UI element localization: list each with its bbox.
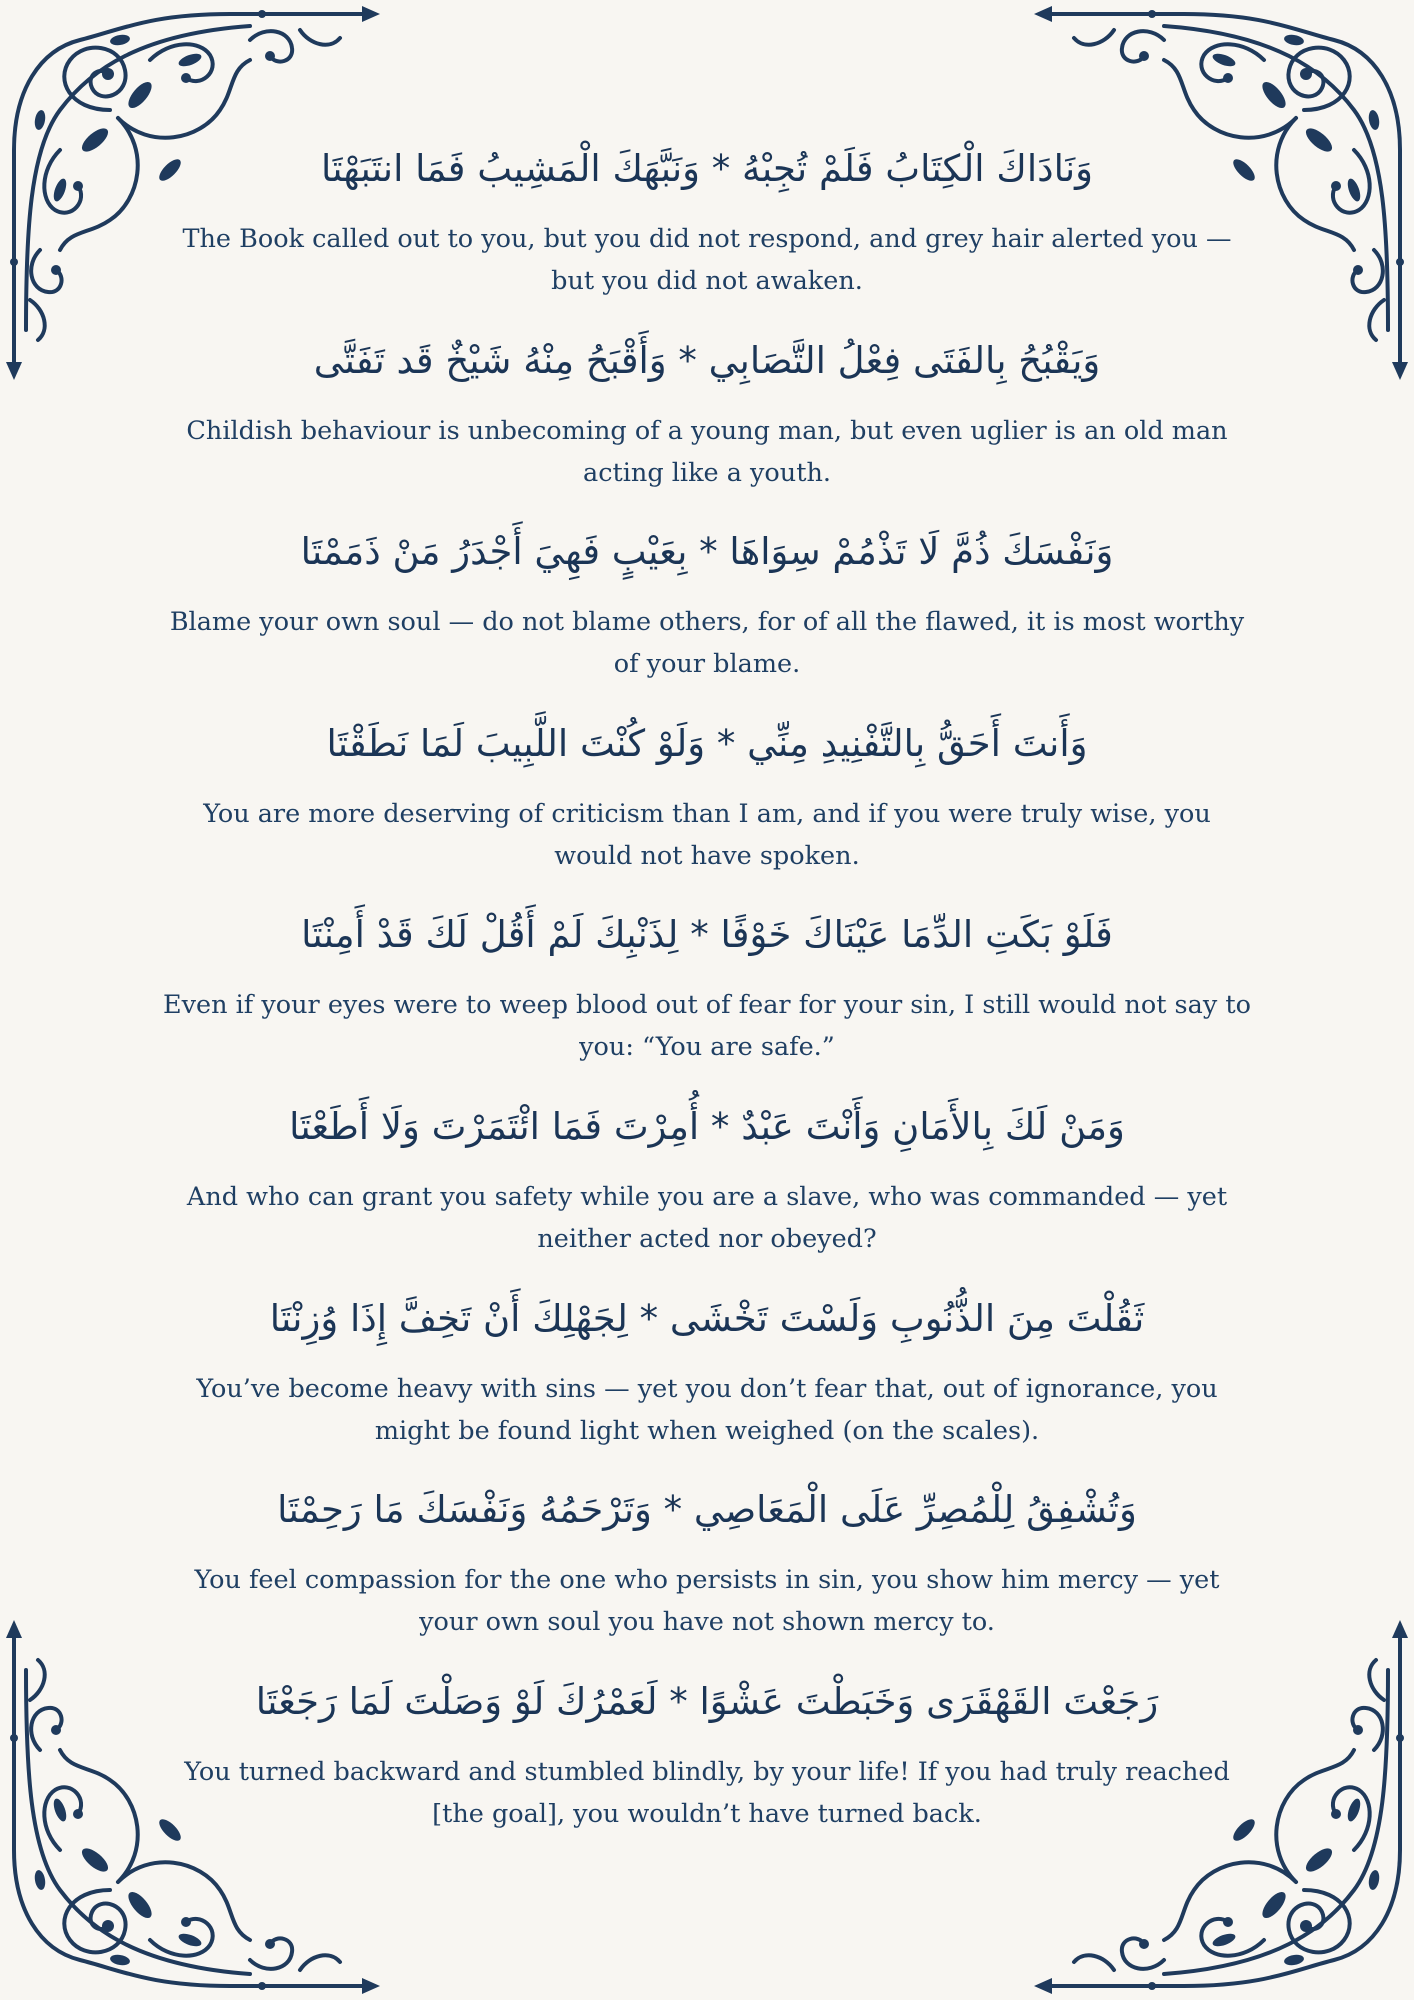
arabic-verse: وَنَفْسَكَ ذُمَّ لَا تَذْمُمْ سِوَاهَا * بِعَيْبٍ فَهِيَ أَجْدَرُ مَنْ ذَمَمْتَا bbox=[300, 530, 1114, 574]
english-translation: And who can grant you safety while you are a slave, who was commanded — yet neither acted nor obeyed? bbox=[186, 1181, 1228, 1254]
arabic-verse: وَيَقْبُحُ بِالفَتَى فِعْلُ التَّصَابِي * وَأَقْبَحُ مِنْهُ شَيْخٌ قَد تَفَتَّى bbox=[313, 338, 1101, 382]
poem-body bbox=[150, 138, 1264, 1862]
arabic-verse: وَمَنْ لَكَ بِالأَمَانِ وَأَنْتَ عَبْدٌ * أُمِرْتَ فَمَا ائْتَمَرْتَ وَلَا أَطَعْتَا bbox=[289, 1104, 1125, 1148]
english-translation: Childish behaviour is unbecoming of a young man, but even uglier is an old man acting like a youth. bbox=[186, 415, 1228, 488]
english-translation: Even if your eyes were to weep blood out of fear for your sin, I still would not say to you: “You are safe.” bbox=[163, 990, 1251, 1063]
arabic-verse: رَجَعْتَ القَهْقَرَى وَخَبَطْتَ عَشْوًا * لَعَمْرُكَ لَوْ وَصَلْتَ لَمَا رَجَعْتَا bbox=[255, 1679, 1159, 1723]
english-translation: You’ve become heavy with sins — yet you don’t fear that, out of ignorance, you might be found light when weighed (on the scales). bbox=[196, 1373, 1218, 1446]
verse-1 bbox=[150, 138, 1264, 330]
verse-9 bbox=[150, 1671, 1264, 1863]
verse-6 bbox=[150, 1096, 1264, 1288]
english-translation: The Book called out to you, but you did not respond, and grey hair alerted you — but you did not awaken. bbox=[182, 224, 1232, 296]
verse-2 bbox=[150, 330, 1264, 522]
english-translation: You are more deserving of criticism than I am, and if you were truly wise, you would not have spoken. bbox=[203, 798, 1211, 871]
verse-3 bbox=[150, 521, 1264, 713]
arabic-verse: وَتُشْفِقُ لِلْمُصِرِّ عَلَى الْمَعَاصِي * وَتَرْحَمُهُ وَنَفْسَكَ مَا رَحِمْتَا bbox=[277, 1488, 1137, 1532]
arabic-verse: وَأَنتَ أَحَقُّ بِالتَّفْنِيدِ مِنِّي * وَلَوْ كُنْتَ اللَّبِيبَ لَمَا نَطَقْتَا bbox=[326, 721, 1088, 765]
verse-8 bbox=[150, 1479, 1264, 1671]
arabic-verse: ثَقُلْتَ مِنَ الذُّنُوبِ وَلَسْتَ تَخْشَى * لِجَهْلِكَ أَنْ تَخِفَّ إِذَا وُزِنْتَا bbox=[269, 1296, 1145, 1340]
english-translation: Blame your own soul — do not blame others, for of all the flawed, it is most worthy of your blame. bbox=[169, 607, 1245, 680]
verse-7 bbox=[150, 1288, 1264, 1480]
verse-4 bbox=[150, 713, 1264, 905]
english-translation: You feel compassion for the one who persists in sin, you show him mercy — yet your own soul you have not shown mercy to. bbox=[194, 1565, 1220, 1638]
arabic-verse: فَلَوْ بَكَتِ الدِّمَا عَيْنَاكَ خَوْفًا * لِذَنْبِكَ لَمْ أَقُلْ لَكَ قَدْ أَمِنْتَا bbox=[301, 913, 1113, 957]
verse-5 bbox=[150, 904, 1264, 1096]
english-translation: You turned backward and stumbled blindly, by your life! If you had truly reached [the goal], you wouldn’t have turned back. bbox=[184, 1756, 1230, 1829]
arabic-verse: وَنَادَاكَ الْكِتَابُ فَلَمْ تُجِبْهُ * وَنَبَّهَكَ الْمَشِيبُ فَمَا انتَبَهْتَا bbox=[320, 147, 1094, 190]
